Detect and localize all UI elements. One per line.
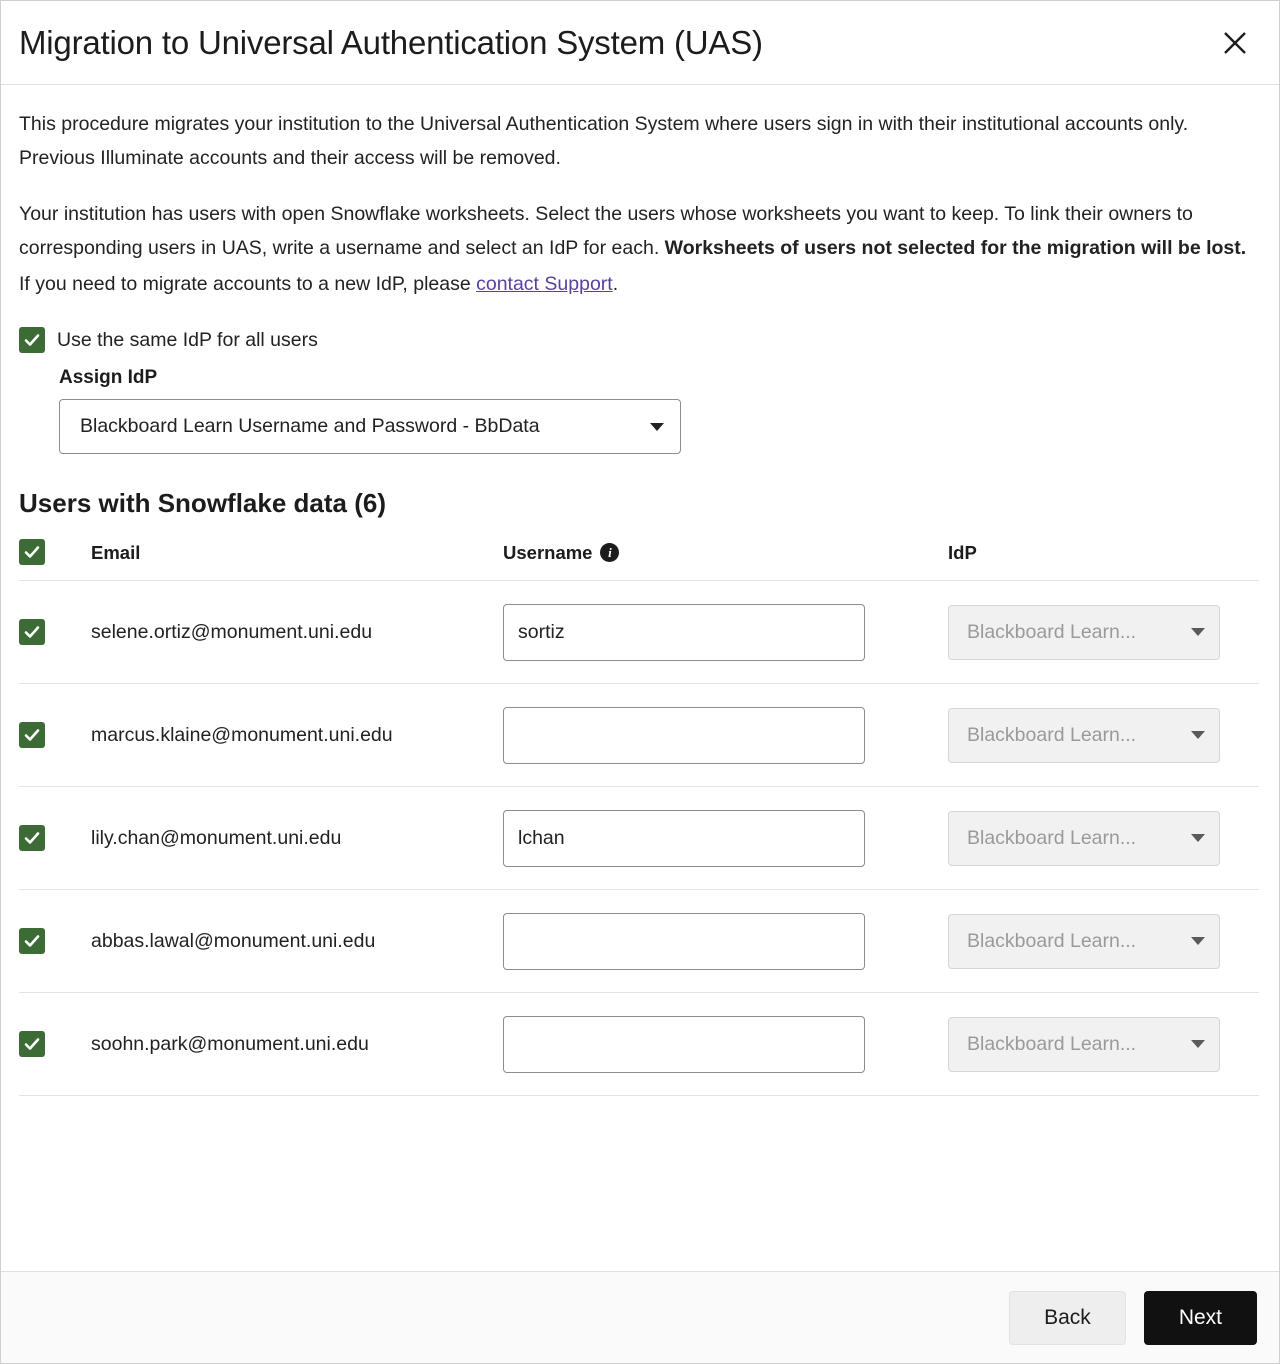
row-idp-cell (948, 581, 1259, 684)
use-same-idp-label: Use the same IdP for all users (57, 328, 318, 351)
row-checkbox-cell (19, 684, 91, 787)
row-checkbox-cell (19, 993, 91, 1096)
row-username-cell (503, 993, 948, 1096)
row-idp-value: Blackboard Learn... (967, 826, 1137, 849)
table-row (19, 787, 1259, 890)
chevron-down-icon (1191, 628, 1205, 636)
row-checkbox-cell (19, 581, 91, 684)
row-checkbox-cell (19, 890, 91, 993)
dialog-footer (1, 1271, 1279, 1363)
row-idp-cell (948, 890, 1259, 993)
back-button[interactable]: Back (1009, 1291, 1126, 1345)
row-checkbox[interactable] (19, 722, 45, 748)
assign-idp-select[interactable] (59, 399, 681, 454)
intro-paragraph-2-text: Your institution has users with open Snowflake worksheets. Select the users whose worksheets you want to keep. To link their owners to corresponding users in UAS, write a username and select an IdP for each. (19, 203, 1193, 259)
assign-idp-selected-value: Blackboard Learn Username and Password - BbData (80, 415, 540, 437)
users-table-body (19, 581, 1259, 1096)
support-line-prefix: If you need to migrate accounts to a new IdP, please (19, 273, 477, 295)
intro-paragraph-1: This procedure migrates your institution to the Universal Authentication System where users sign in with their institutional accounts only. Previous Illuminate accounts and their access will be removed. (19, 113, 1189, 169)
dialog-body (1, 85, 1279, 1271)
username-input[interactable] (503, 913, 865, 970)
row-email: selene.ortiz@monument.uni.edu (91, 581, 503, 684)
use-same-idp-row[interactable] (19, 327, 1257, 353)
intro-paragraph-2 (19, 197, 1257, 265)
username-input[interactable] (503, 707, 865, 764)
use-same-idp-checkbox[interactable] (19, 327, 45, 353)
next-button[interactable]: Next (1144, 1291, 1257, 1345)
row-username-cell (503, 684, 948, 787)
row-email: lily.chan@monument.uni.edu (91, 787, 503, 890)
column-header-idp (948, 539, 1259, 581)
chevron-down-icon (1191, 1040, 1205, 1048)
support-line (19, 267, 1257, 301)
chevron-down-icon (1191, 834, 1205, 842)
close-icon[interactable] (1215, 23, 1255, 63)
dialog-header (1, 1, 1279, 85)
table-row (19, 581, 1259, 684)
support-line-suffix: . (612, 273, 619, 295)
row-checkbox[interactable] (19, 619, 45, 645)
row-idp-select[interactable] (948, 914, 1220, 969)
row-username-cell (503, 581, 948, 684)
row-username-cell (503, 890, 948, 993)
table-row (19, 890, 1259, 993)
row-idp-cell (948, 684, 1259, 787)
row-idp-select[interactable] (948, 605, 1220, 660)
row-idp-value: Blackboard Learn... (967, 929, 1137, 952)
assign-idp-label: Assign IdP (59, 367, 158, 388)
row-idp-cell (948, 993, 1259, 1096)
page-title: Migration to Universal Authentication System (UAS) (19, 23, 763, 61)
table-header-row (19, 539, 1259, 581)
row-email: marcus.klaine@monument.uni.edu (91, 684, 503, 787)
username-input[interactable] (503, 810, 865, 867)
row-idp-value: Blackboard Learn... (967, 620, 1137, 643)
column-header-username-label: Username (503, 541, 593, 563)
section-title: Users with Snowflake data (6) (19, 488, 386, 518)
select-all-checkbox[interactable] (19, 539, 45, 565)
row-idp-select[interactable] (948, 811, 1220, 866)
row-idp-cell (948, 787, 1259, 890)
intro-paragraph-2-warning: Worksheets of users not selected for the migration will be lost. (664, 237, 1247, 259)
row-checkbox[interactable] (19, 825, 45, 851)
select-all-cell (19, 539, 91, 581)
row-idp-value: Blackboard Learn... (967, 723, 1137, 746)
row-idp-select[interactable] (948, 1017, 1220, 1072)
row-idp-value: Blackboard Learn... (967, 1032, 1137, 1055)
users-table (19, 539, 1259, 1096)
row-checkbox[interactable] (19, 928, 45, 954)
username-input[interactable] (503, 604, 865, 661)
column-header-email-label: Email (91, 541, 141, 563)
row-checkbox-cell (19, 787, 91, 890)
column-header-username (503, 539, 948, 581)
row-email: abbas.lawal@monument.uni.edu (91, 890, 503, 993)
username-input[interactable] (503, 1016, 865, 1073)
table-row (19, 684, 1259, 787)
column-header-email (91, 539, 503, 581)
column-header-idp-label: IdP (948, 541, 977, 563)
chevron-down-icon (1191, 937, 1205, 945)
row-username-cell (503, 787, 948, 890)
chevron-down-icon (650, 423, 664, 431)
info-icon[interactable]: i (600, 543, 619, 562)
contact-support-link[interactable]: contact Support (476, 273, 613, 295)
users-table-head (19, 539, 1259, 581)
table-row (19, 993, 1259, 1096)
row-idp-select[interactable] (948, 708, 1220, 763)
chevron-down-icon (1191, 731, 1205, 739)
row-email: soohn.park@monument.uni.edu (91, 993, 503, 1096)
row-checkbox[interactable] (19, 1031, 45, 1057)
